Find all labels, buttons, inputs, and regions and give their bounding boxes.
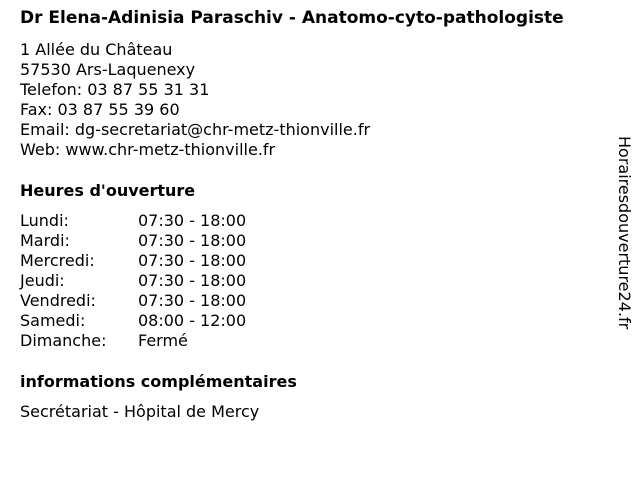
day-hours: 07:30 - 18:00: [138, 271, 247, 290]
hours-row-wednesday: [20, 251, 610, 271]
listing-page: [20, 8, 610, 422]
site-watermark: Horairesdouverture24.fr: [615, 136, 634, 330]
day-hours: Fermé: [138, 331, 188, 350]
street-address: 1 Allée du Château: [20, 40, 173, 59]
day-hours: 07:30 - 18:00: [138, 291, 247, 310]
hours-row-friday: [20, 291, 610, 311]
day-hours: 07:30 - 18:00: [138, 251, 247, 270]
opening-hours-table: [20, 211, 610, 351]
hours-row-sunday: [20, 331, 610, 351]
day-label: Jeudi:: [20, 271, 65, 290]
hours-row-saturday: [20, 311, 610, 331]
day-label: Mercredi:: [20, 251, 95, 270]
hours-row-thursday: [20, 271, 610, 291]
website: Web: www.chr-metz-thionville.fr: [20, 140, 276, 159]
day-label: Vendredi:: [20, 291, 96, 310]
day-hours: 07:30 - 18:00: [138, 231, 247, 250]
fax-number: Fax: 03 87 55 39 60: [20, 100, 180, 119]
day-label: Dimanche:: [20, 331, 107, 350]
info-heading: informations complémentaires: [20, 372, 297, 391]
day-label: Samedi:: [20, 311, 86, 330]
hours-row-monday: [20, 211, 610, 231]
page-title: Dr Elena-Adinisia Paraschiv - Anatomo-cyto-pathologiste: [20, 8, 564, 28]
address-block: [20, 40, 610, 160]
city-address: 57530 Ars-Laquenexy: [20, 60, 196, 79]
day-label: Mardi:: [20, 231, 70, 250]
info-text: Secrétariat - Hôpital de Mercy: [20, 402, 260, 421]
day-label: Lundi:: [20, 211, 69, 230]
email-address: Email: dg-secretariat@chr-metz-thionville.fr: [20, 120, 371, 139]
hours-row-tuesday: [20, 231, 610, 251]
day-hours: 08:00 - 12:00: [138, 311, 247, 330]
opening-hours-heading: Heures d'ouverture: [20, 181, 196, 200]
day-hours: 07:30 - 18:00: [138, 211, 247, 230]
phone-number: Telefon: 03 87 55 31 31: [20, 80, 210, 99]
